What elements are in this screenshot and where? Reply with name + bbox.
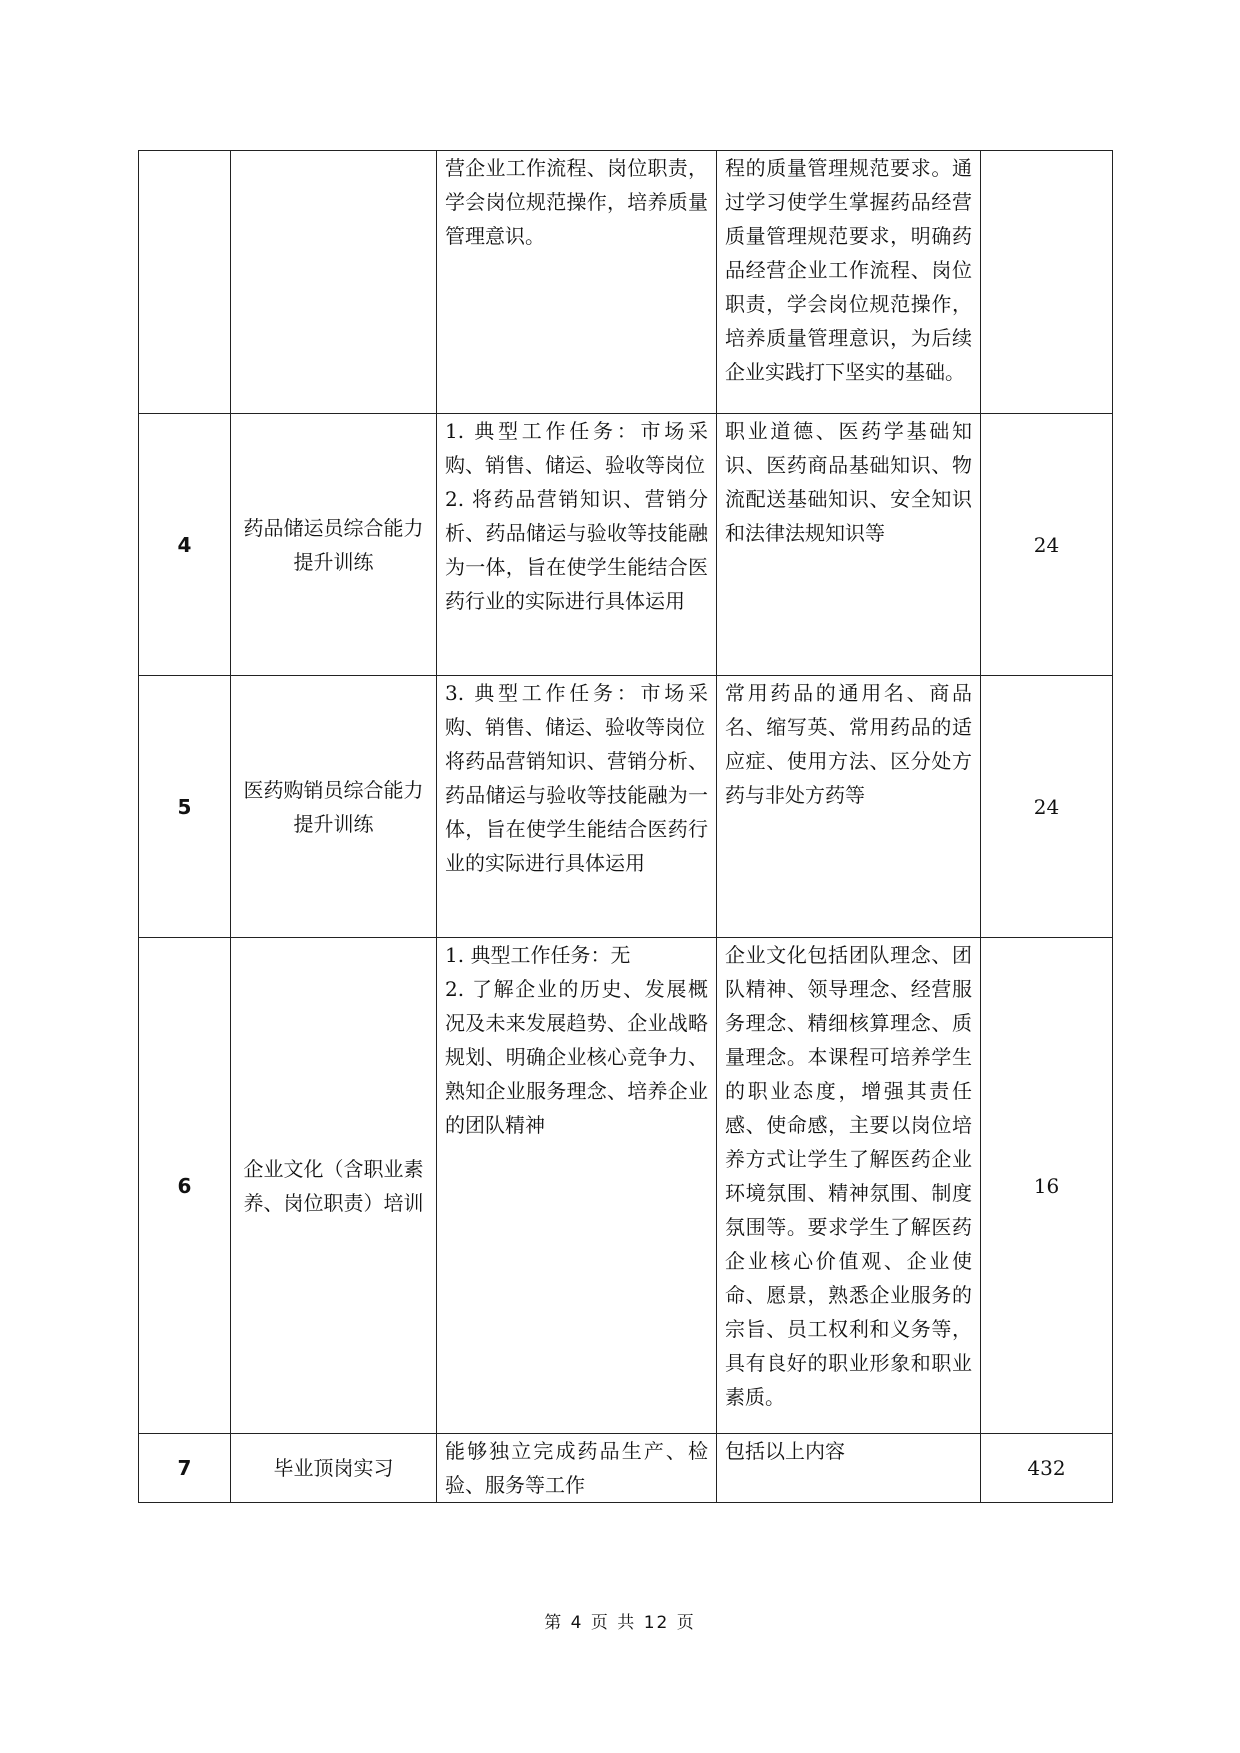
table-row bbox=[139, 676, 1113, 938]
task-cell bbox=[437, 151, 717, 414]
course-name-cell: 药品储运员综合能力提升训练 bbox=[231, 414, 437, 676]
table-row bbox=[139, 414, 1113, 676]
table-row bbox=[139, 151, 1113, 414]
course-name-cell: 医药购销员综合能力提升训练 bbox=[231, 676, 437, 938]
content-cell: 常用药品的通用名、商品名、缩写英、常用药品的适应症、使用方法、区分处方药与非处方药等 bbox=[717, 676, 981, 938]
task-line: 1. 典型工作任务：市场采购、销售、储运、验收等岗位 bbox=[445, 419, 708, 477]
row-number-cell: 5 bbox=[139, 676, 231, 938]
footer-suffix: 页 bbox=[676, 1613, 696, 1633]
footer-middle: 页 共 bbox=[590, 1613, 637, 1633]
table-row bbox=[139, 1434, 1113, 1503]
task-line: 2. 将药品营销知识、营销分析、药品储运与验收等技能融为一体，旨在使学生能结合医药行业的实际进行具体运用 bbox=[445, 487, 708, 613]
task-cell bbox=[437, 938, 717, 1434]
row-number-cell: 6 bbox=[139, 938, 231, 1434]
hours-cell: 432 bbox=[981, 1434, 1113, 1503]
hours-cell: 24 bbox=[981, 414, 1113, 676]
task-line: 2. 了解企业的历史、发展概况及未来发展趋势、企业战略规划、明确企业核心竞争力、熟知企业服务理念、培养企业的团队精神 bbox=[445, 977, 708, 1137]
task-line: 将药品营销知识、营销分析、药品储运与验收等技能融为一体，旨在使学生能结合医药行业的实际进行具体运用 bbox=[445, 749, 708, 875]
task-line: 3. 典型工作任务：市场采购、销售、储运、验收等岗位 bbox=[445, 681, 708, 739]
page-footer bbox=[0, 1608, 1240, 1633]
course-name-cell bbox=[231, 151, 437, 414]
hours-cell bbox=[981, 151, 1113, 414]
course-table bbox=[138, 150, 1113, 1503]
hours-cell: 16 bbox=[981, 938, 1113, 1434]
task-cell bbox=[437, 676, 717, 938]
task-line: 能够独立完成药品生产、检验、服务等工作 bbox=[445, 1439, 708, 1497]
course-name-cell: 毕业顶岗实习 bbox=[231, 1434, 437, 1503]
total-page-count: 12 bbox=[643, 1613, 670, 1633]
content-cell: 职业道德、医药学基础知识、医药商品基础知识、物流配送基础知识、安全知识和法律法规知识等 bbox=[717, 414, 981, 676]
table-row bbox=[139, 938, 1113, 1434]
row-number-cell bbox=[139, 151, 231, 414]
content-cell: 企业文化包括团队理念、团队精神、领导理念、经营服务理念、精细核算理念、质量理念。本课程可培养学生的职业态度，增强其责任感、使命感，主要以岗位培养方式让学生了解医药企业环境氛围、精神氛围、制度氛围等。要求学生了解医药企业核心价值观、企业使命、愿景，熟悉企业服务的宗旨、员工权利和义务等，具有良好的职业形象和职业素质。 bbox=[717, 938, 981, 1434]
course-name-cell: 企业文化（含职业素养、岗位职责）培训 bbox=[231, 938, 437, 1434]
footer-prefix: 第 bbox=[544, 1613, 564, 1633]
task-line: 1. 典型工作任务：无 bbox=[445, 943, 631, 967]
task-line: 营企业工作流程、岗位职责，学会岗位规范操作，培养质量管理意识。 bbox=[445, 156, 708, 248]
task-cell bbox=[437, 414, 717, 676]
hours-cell: 24 bbox=[981, 676, 1113, 938]
content-cell: 包括以上内容 bbox=[717, 1434, 981, 1503]
task-cell bbox=[437, 1434, 717, 1503]
content-cell: 程的质量管理规范要求。通过学习使学生掌握药品经营质量管理规范要求，明确药品经营企业工作流程、岗位职责，学会岗位规范操作，培养质量管理意识，为后续企业实践打下坚实的基础。 bbox=[717, 151, 981, 414]
row-number-cell: 7 bbox=[139, 1434, 231, 1503]
current-page-number: 4 bbox=[570, 1613, 584, 1633]
row-number-cell: 4 bbox=[139, 414, 231, 676]
